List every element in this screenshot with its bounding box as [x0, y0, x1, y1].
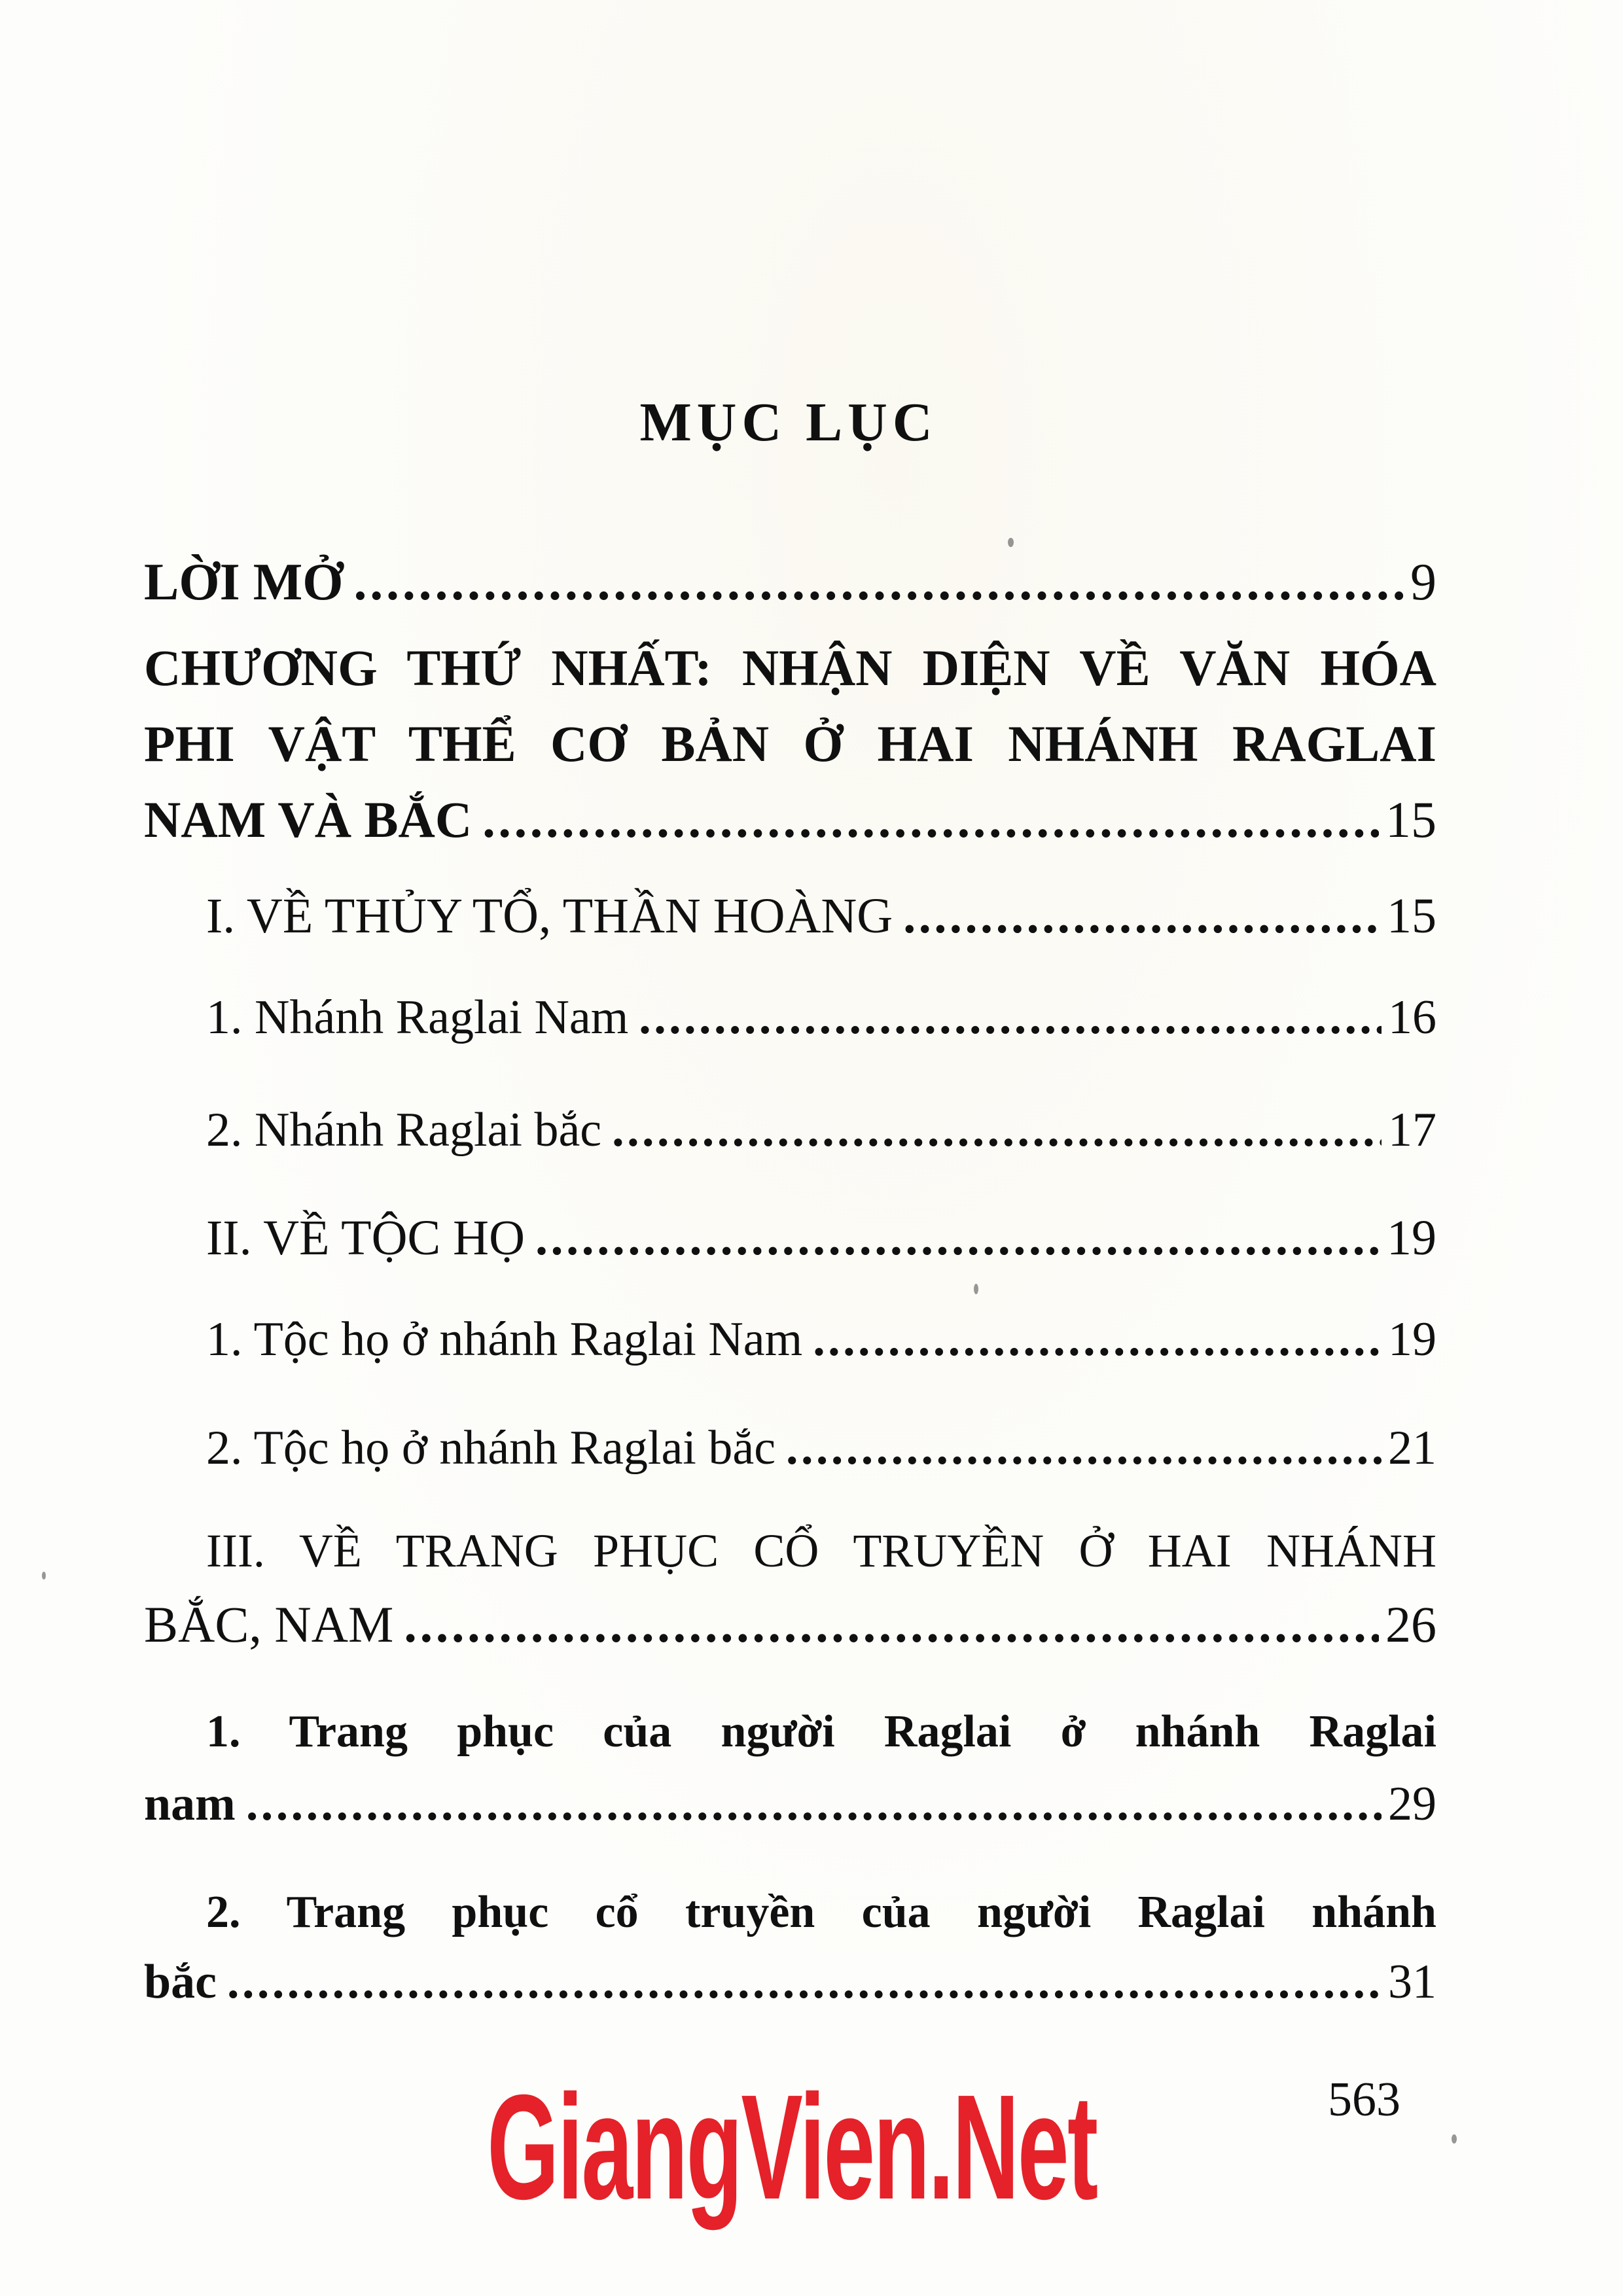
toc-entry — [206, 1210, 1436, 1265]
dot-leader — [639, 993, 1382, 1042]
toc-entry-page: 9 — [1410, 554, 1436, 611]
toc-entry-label: BẮC, NAM — [144, 1596, 394, 1653]
toc-entry-page: 19 — [1387, 1210, 1436, 1265]
toc-entry-label: 2. Tộc họ ở nhánh Raglai bắc — [206, 1421, 776, 1475]
dot-leader — [353, 556, 1404, 609]
dot-leader — [903, 891, 1380, 941]
toc-entry-label: bắc — [144, 1955, 217, 2009]
toc-entry-label: I. VỀ THỦY TỔ, THẦN HOÀNG — [206, 889, 893, 944]
dot-leader — [227, 1958, 1382, 2006]
toc-entry: CHƯƠNG THỨ NHẤT: NHẬN DIỆN VỀ VĂN HÓA — [144, 639, 1436, 696]
toc-entry-page: 16 — [1388, 991, 1436, 1044]
toc-entry: 2. Trang phục cổ truyền của người Raglai nhánh — [206, 1887, 1436, 1937]
scan-speck — [974, 1284, 978, 1294]
toc-entry: PHI VẬT THỂ CƠ BẢN Ở HAI NHÁNH RAGLAI — [144, 715, 1436, 772]
dot-leader — [482, 794, 1379, 845]
toc-entry — [144, 1777, 1436, 1831]
dot-leader — [404, 1599, 1379, 1650]
dot-leader — [813, 1315, 1382, 1364]
toc-entry-label: NAM VÀ BẮC — [144, 791, 473, 848]
toc-entry-page: 17 — [1388, 1103, 1436, 1157]
toc-entry: III. VỀ TRANG PHỤC CỔ TRUYỀN Ở HAI NHÁNH — [206, 1525, 1436, 1577]
dot-leader — [786, 1424, 1382, 1472]
page-number: 563 — [1328, 2073, 1400, 2127]
toc-entry-page: 21 — [1388, 1421, 1436, 1475]
scan-speck — [42, 1572, 46, 1580]
toc-entry — [144, 791, 1436, 848]
page-title: MỤC LỤC — [639, 392, 938, 453]
toc-entry-page: 15 — [1385, 791, 1436, 848]
toc-entry — [206, 889, 1436, 944]
scan-speck — [1008, 538, 1014, 547]
toc-entry-page: 26 — [1385, 1596, 1436, 1653]
toc-entry-page: 19 — [1388, 1313, 1436, 1366]
dot-leader — [535, 1213, 1380, 1263]
toc-entry-label: 2. Nhánh Raglai bắc — [206, 1103, 602, 1157]
scan-speck — [1452, 2134, 1457, 2144]
dot-leader — [246, 1780, 1382, 1828]
toc-entry — [206, 1315, 1436, 1364]
toc-entry — [144, 1596, 1436, 1653]
toc-entry-label: 1. Tộc họ ở nhánh Raglai Nam — [206, 1313, 803, 1366]
toc-entry-label: LỜI MỞ — [144, 554, 344, 611]
toc-entry-label: 1. Nhánh Raglai Nam — [206, 991, 629, 1044]
toc-entry: 1. Trang phục của người Raglai ở nhánh Raglai — [206, 1706, 1436, 1757]
toc-entry-page: 31 — [1388, 1955, 1436, 2009]
toc-entry-label: II. VỀ TỘC HỌ — [206, 1210, 525, 1265]
toc-entry-page: 29 — [1388, 1777, 1436, 1831]
toc-entry — [206, 1421, 1436, 1475]
toc-entry — [144, 1955, 1436, 2009]
watermark-text: GiangVien.Net — [487, 2064, 1097, 2231]
toc-entry — [206, 993, 1436, 1042]
toc-entry-page: 15 — [1387, 889, 1436, 944]
toc-entry — [144, 556, 1436, 609]
toc-entry-label: nam — [144, 1777, 236, 1831]
dot-leader — [612, 1106, 1382, 1154]
toc-entry — [206, 1103, 1436, 1157]
